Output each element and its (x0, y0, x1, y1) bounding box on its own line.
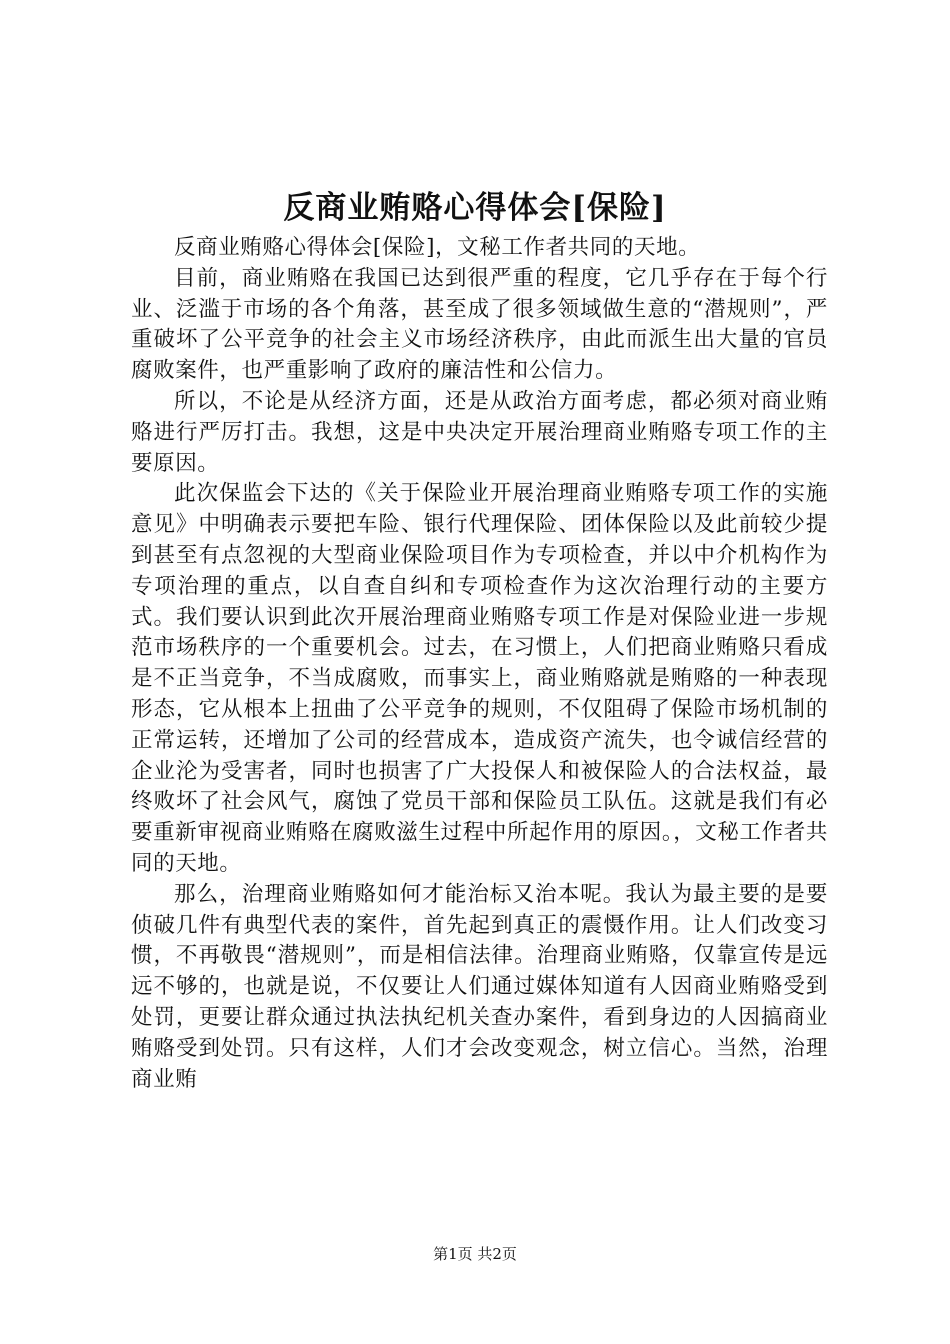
document-body (131, 233, 828, 1095)
paragraph-governance: 那么，治理商业贿赂如何才能治标又治本呢。我认为最主要的是要侦破几件有典型代表的案件，首先起到真正的震慑作用。让人们改变习惯，不再敬畏“潜规则”，而是相信法律。治理商业贿赂，仅靠宣传是远远不够的，也就是说，不仅要让人们通过媒体知道有人因商业贿赂受到处罚，更要让群众通过执法执纪机关查办案件，看到身边的人因搞商业贿赂受到处罚。只有这样，人们才会改变观念，树立信心。当然，治理商业贿 (131, 881, 828, 1092)
document-title: 反商业贿赂心得体会[保险] (283, 190, 667, 226)
paragraph-insurance-opinion: 此次保监会下达的《关于保险业开展治理商业贿赂专项工作的实施意见》中明确表示要把车险、银行代理保险、团体保险以及此前较少提到甚至有点忽视的大型商业保险项目作为专项检查，并以中介机构作为专项治理的重点，以自查自纠和专项检查作为这次治理行动的主要方式。我们要认识到此次开展治理商业贿赂专项工作是对保险业进一步规范市场秩序的一个重要机会。过去，在习惯上，人们把商业贿赂只看成是不正当竞争，不当成腐败，而事实上，商业贿赂就是贿赂的一种表现形态，它从根本上扭曲了公平竞争的规则，不仅阻碍了保险市场机制的正常运转，还增加了公司的经营成本，造成资产流失，也令诚信经营的企业沦为受害者，同时也损害了广大投保人和被保险人的合法权益，最终败坏了社会风气，腐蚀了党员干部和保险员工队伍。这就是我们有必要重新审视商业贿赂在腐败滋生过程中所起作用的原因。，文秘工作者共同的天地。 (131, 481, 828, 876)
paragraph-reason: 所以，不论是从经济方面，还是从政治方面考虑，都必须对商业贿赂进行严厉打击。我想，这是中央决定开展治理商业贿赂专项工作的主要原因。 (131, 388, 828, 476)
paragraph-current-situation: 目前，商业贿赂在我国已达到很严重的程度，它几乎存在于每个行业、泛滥于市场的各个角落，甚至成了很多领域做生意的“潜规则”，严重破坏了公平竞争的社会主义市场经济秩序，由此而派生出大量的官员腐败案件，也严重影响了政府的廉洁性和公信力。 (131, 265, 828, 384)
page-footer: 第1页 共2页 (433, 1245, 517, 1263)
paragraph-intro: 反商业贿赂心得体会[保险]，文秘工作者共同的天地。 (174, 235, 701, 260)
